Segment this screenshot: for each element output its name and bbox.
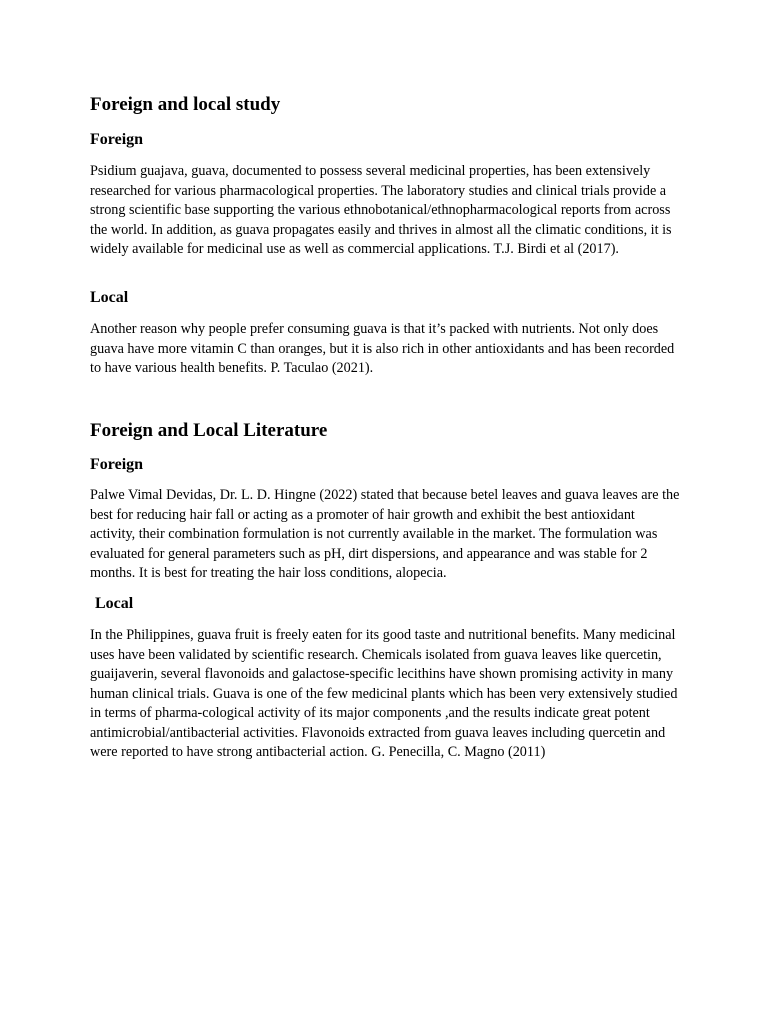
study-local-heading: Local <box>90 289 129 306</box>
literature-local-paragraph-block <box>90 626 680 763</box>
literature-local-paragraph: In the Philippines, guava fruit is freely eaten for its good taste and nutritional benefits. Many medicinal uses have been validated by scientific research. Chemicals isolated from guava leaves like quercetin, guaijaverin, several flavonoids and galactose-specific lecithins have shown promising activity in many human clinical trials. Guava is one of the few medicinal plants which has been very extensively studied in terms of pharma-cological activity of its major components ,and the results indicate great potent antimicrobial/antibacterial activities. Flavonoids extracted from guava leaves including quercetin and were reported to have strong antibacterial action. G. Penecilla, C. Magno (2011) <box>90 627 678 760</box>
literature-title: Foreign and Local Literature <box>90 420 328 441</box>
literature-title-block <box>90 419 680 443</box>
literature-foreign-heading-block <box>90 455 680 475</box>
literature-local-heading: Local <box>95 595 134 612</box>
literature-foreign-heading: Foreign <box>90 456 144 473</box>
literature-foreign-paragraph-block <box>90 486 680 584</box>
study-title-block <box>90 93 680 117</box>
study-local-heading-block <box>90 288 680 308</box>
study-foreign-paragraph: Psidium guajava, guava, documented to possess several medicinal properties, has been extensively researched for various pharmacological properties. The laboratory studies and clinical trials provide a strong scientific base supporting the various ethnobotanical/ethnopharmacological reports from across the world. In addition, as guava propagates easily and thrives in almost all the climatic conditions, it is widely available for medicinal use as well as commercial applications. T.J. Birdi et al (2017). <box>90 163 672 257</box>
literature-local-heading-block <box>90 594 680 614</box>
study-foreign-heading-block <box>90 130 680 150</box>
literature-foreign-paragraph: Palwe Vimal Devidas, Dr. L. D. Hingne (2022) stated that because betel leaves and guava leaves are the best for reducing hair fall or acting as a promoter of hair growth and exhibit the best antioxidant activity, their combination formulation is not currently available in the market. The formulation was evaluated for general parameters such as pH, dirt dispersions, and appearance and was stable for 2 months. It is best for treating the hair loss conditions, alopecia. <box>90 487 680 581</box>
study-title: Foreign and local study <box>90 94 281 115</box>
study-local-paragraph: Another reason why people prefer consuming guava is that it’s packed with nutrients. Not only does guava have more vitamin C than oranges, but it is also rich in other antioxidants and has been recorded to have various health benefits. P. Taculao (2021). <box>90 321 675 376</box>
study-foreign-paragraph-block <box>90 162 680 260</box>
study-foreign-heading: Foreign <box>90 131 144 148</box>
study-local-paragraph-block <box>90 320 680 379</box>
